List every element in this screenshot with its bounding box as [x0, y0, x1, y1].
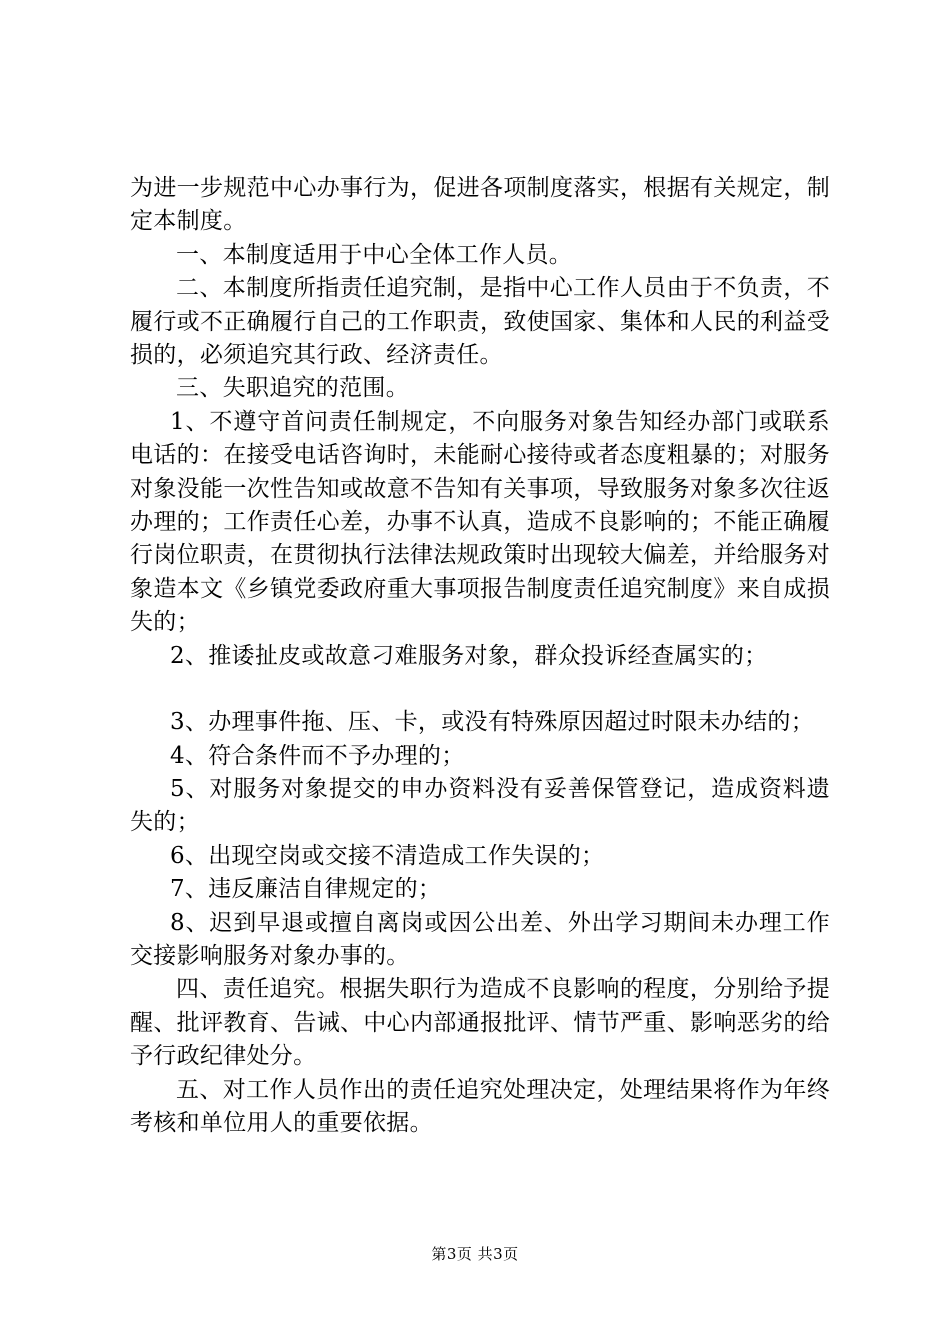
clause-2: 二、本制度所指责任追究制，是指中心工作人员由于不负责，不履行或不正确履行自己的工作职责，致使国家、集体和人民的利益受损的，必须追究其行政、经济责任。	[130, 275, 830, 369]
item-3: 3、办理事件拖、压、卡，或没有特殊原因超过时限未办结的；	[170, 709, 815, 736]
clause-5: 五、对工作人员作出的责任追究处理决定，处理结果将作为年终考核和单位用人的重要依据。	[130, 1076, 830, 1136]
clause-4: 四、责任追究。根据失职行为造成不良影响的程度，分别给予提醒、批评教育、告诫、中心内部通报批评、情节严重、影响恶劣的给予行政纪律处分。	[130, 976, 830, 1070]
intro-paragraph: 为进一步规范中心办事行为，促进各项制度落实，根据有关规定，制定本制度。	[130, 175, 830, 235]
item-6: 6、出现空岗或交接不清造成工作失误的；	[170, 842, 605, 869]
item-8: 8、迟到早退或擅自离岗或因公出差、外出学习期间未办理工作交接影响服务对象办事的。	[130, 909, 830, 969]
page-footer	[0, 1243, 950, 1264]
clause-1: 一、本制度适用于中心全体工作人员。	[176, 241, 573, 268]
item-2: 2、推诿扯皮或故意刁难服务对象，群众投诉经查属实的；	[170, 642, 768, 669]
clause-3: 三、失职追究的范围。	[176, 375, 409, 402]
item-7: 7、违反廉洁自律规定的；	[170, 876, 442, 903]
page-number-label: 第3页 共3页	[431, 1245, 519, 1263]
item-4: 4、符合条件而不予办理的；	[170, 742, 465, 769]
item-1: 1、不遵守首问责任制规定，不向服务对象告知经办部门或联系电话的：在接受电话咨询时，未能耐心接待或者态度粗暴的；对服务对象没能一次性告知或故意不告知有关事项，导致服务对象多次往返办理的；工作责任心差，办事不认真，造成不良影响的；不能正确履行岗位职责，在贯彻执行法律法规政策时出现较大偏差，并给服务对象造本文《乡镇党委政府重大事项报告制度责任追究制度》来自成损失的；	[130, 408, 830, 636]
document-body	[130, 172, 830, 1140]
item-5: 5、对服务对象提交的申办资料没有妥善保管登记，造成资料遗失的；	[130, 775, 830, 836]
